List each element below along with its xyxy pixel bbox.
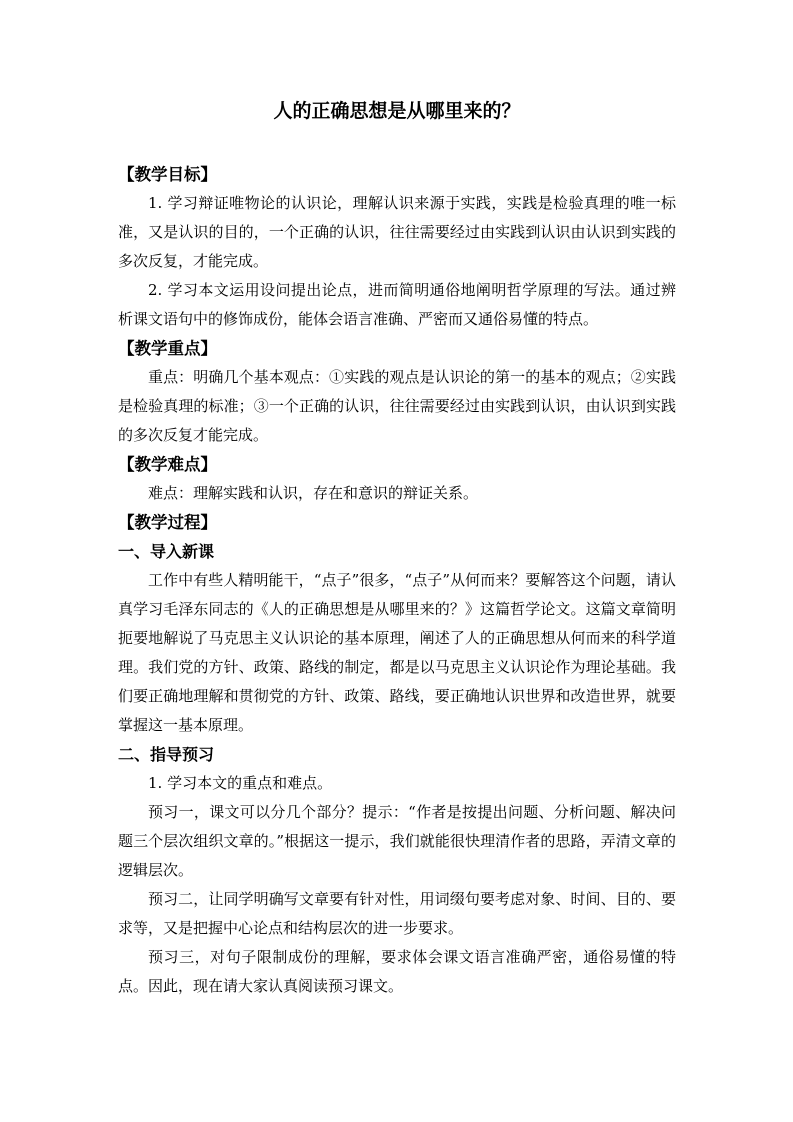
section-heading-objectives: 【教学目标】: [118, 165, 217, 184]
paragraph: 预习一，课文可以分几个部分？提示：“作者是按提出问题、分析问题、解决问题三个层次组织文章的。”根据这一提示，我们就能很快理清作者的思路，弄清文章的逻辑层次。: [118, 803, 676, 879]
paragraph: 2. 学习本文运用设问提出论点，进而简明通俗地阐明哲学原理的写法。通过辨析课文语句中的修饰成份，能体会语言准确、严密而又通俗易懂的特点。: [118, 281, 676, 328]
paragraph: 1. 学习辩证唯物论的认识论，理解认识来源于实践，实践是检验真理的唯一标准，又是认识的目的，一个正确的认识，往往需要经过由实践到认识由认识到实践的多次反复，才能完成。: [118, 194, 676, 270]
paragraph: 工作中有些人精明能干，“点子”很多，“点子”从何而来？要解答这个问题，请认真学习毛泽东同志的《人的正确思想是从哪里来的？》这篇哲学论文。这篇文章简明扼要地解说了马克思主义认识论的基本原理，阐述了人的正确思想从何而来的科学道理。我们党的方针、政策、路线的制定，都是以马克思主义认识论作为理论基础。我们要正确地理解和贯彻党的方针、政策、路线，要正确地认识世界和改造世界，就要掌握这一基本原理。: [118, 571, 676, 734]
paragraph: 重点：明确几个基本观点：①实践的观点是认识论的第一的基本的观点；②实践是检验真理的标准；③一个正确的认识，往往需要经过由实践到认识，由认识到实践的多次反复才能完成。: [118, 368, 676, 444]
section-heading-key-points: 【教学重点】: [118, 339, 217, 358]
subsection-heading-preview: 二、指导预习: [118, 745, 215, 764]
page-title: 人的正确思想是从哪里来的？: [273, 100, 521, 122]
paragraph: 1. 学习本文的重点和难点。: [148, 774, 333, 792]
paragraph: 预习二，让同学明确写文章要有针对性，用词缀句要考虑对象、时间、目的、要求等，又是把握中心论点和结构层次的进一步要求。: [118, 890, 676, 937]
section-heading-process: 【教学过程】: [118, 513, 217, 532]
paragraph: 难点：理解实践和认识，存在和意识的辩证关系。: [148, 484, 479, 502]
subsection-heading-intro: 一、导入新课: [118, 542, 215, 561]
document-page: [118, 96, 676, 1001]
section-heading-difficulties: 【教学难点】: [118, 455, 217, 474]
paragraph: 预习三，对句子限制成份的理解，要求体会课文语言准确严密，通俗易懂的特点。因此，现在请大家认真阅读预习课文。: [118, 948, 676, 995]
